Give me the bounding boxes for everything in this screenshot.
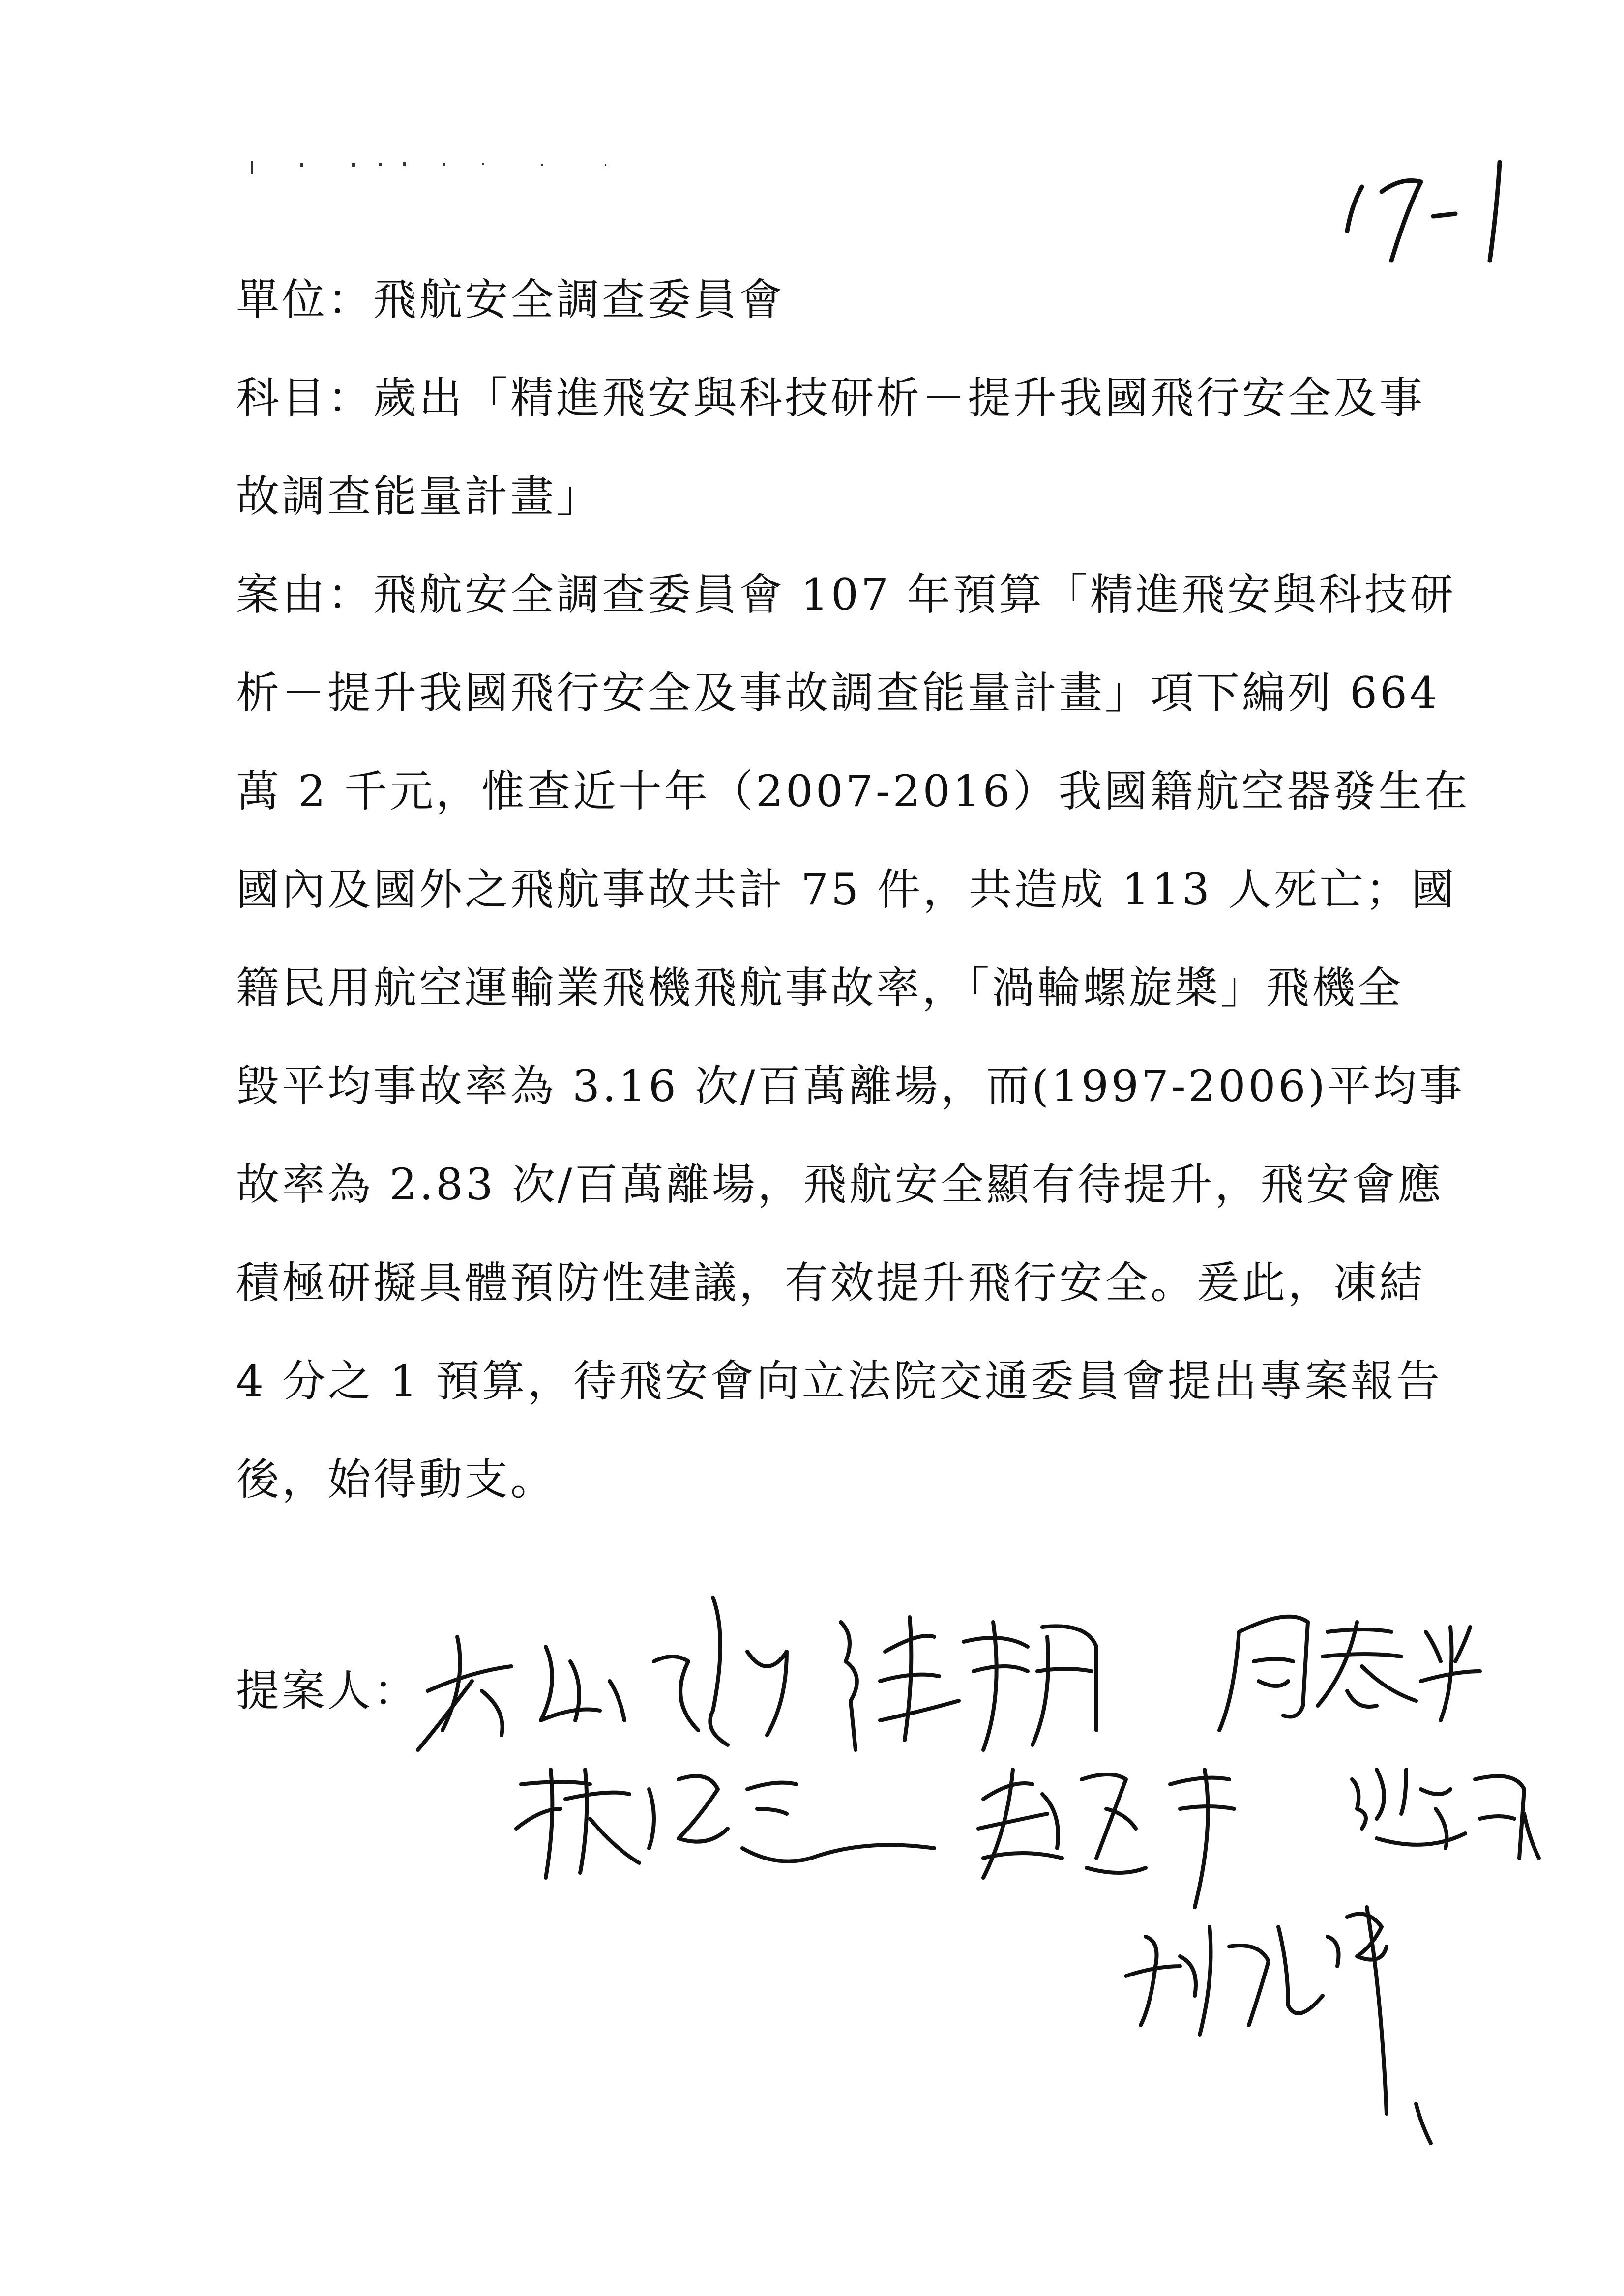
case-line-8: [236, 1258, 1425, 1308]
case-line-7: [236, 1160, 1444, 1209]
signature-5: [978, 1770, 1234, 1907]
signature-6: [1352, 1770, 1539, 1858]
case-text: 毀平均事故率為 3.16 次/百萬離場，而(1997-2006)平均事: [236, 1061, 1465, 1111]
signature-3: [1219, 1617, 1480, 1730]
subject-text: 歲出「精進飛安與科技研析－提升我國飛行安全及事: [373, 373, 1425, 423]
case-line-6: [236, 1062, 1465, 1111]
subject-line-2: [236, 472, 602, 521]
case-text: 後，始得動支。: [236, 1454, 557, 1505]
case-text: 國內及國外之飛航事故共計 75 件，共造成 113 人死亡；國: [236, 864, 1457, 915]
signature-4: [516, 1770, 934, 1878]
page-number-handwritten: [1328, 147, 1559, 275]
case-line-9: [236, 1357, 1442, 1406]
case-text: 積極研擬具體預防性建議，有效提升飛行安全。爰此，凍結: [236, 1257, 1425, 1308]
unit-line: [236, 275, 785, 324]
case-line-2: [236, 668, 1440, 718]
case-text: 萬 2 千元，惟查近十年（2007-2016）我國籍航空器發生在: [236, 766, 1470, 816]
signature-1: [418, 1598, 787, 1750]
case-text: 故率為 2.83 次/百萬離場，飛航安全顯有待提升，飛安會應: [236, 1159, 1444, 1210]
case-line-5: [236, 963, 1403, 1013]
subject-line-1: [236, 374, 1425, 423]
case-line-1: [236, 570, 1456, 619]
case-text: 4 分之 1 預算，待飛安會向立法院交通委員會提出專案報告: [236, 1356, 1442, 1406]
case-line-4: [236, 865, 1457, 914]
scan-noise-marks: [216, 152, 659, 182]
case-text: 籍民用航空運輸業飛機飛航事故率，「渦輪螺旋槳」飛機全: [236, 962, 1404, 1013]
proposer-label: 提案人：: [236, 1665, 419, 1716]
subject-text: 故調查能量計畫」: [236, 471, 602, 522]
case-line-10: [236, 1455, 556, 1504]
unit-value: 飛航安全調查委員會: [373, 274, 785, 325]
signature-7: [1126, 1907, 1431, 2143]
case-label: 案由：: [236, 569, 374, 620]
case-text: 析－提升我國飛行安全及事故調查能量計畫」項下編列 664: [236, 668, 1440, 718]
unit-label: 單位：: [236, 274, 374, 325]
subject-label: 科目：: [236, 373, 374, 423]
case-text: 飛航安全調查委員會 107 年預算「精進飛安與科技研: [373, 569, 1456, 620]
signature-2: [841, 1617, 1096, 1750]
case-line-3: [236, 767, 1470, 816]
